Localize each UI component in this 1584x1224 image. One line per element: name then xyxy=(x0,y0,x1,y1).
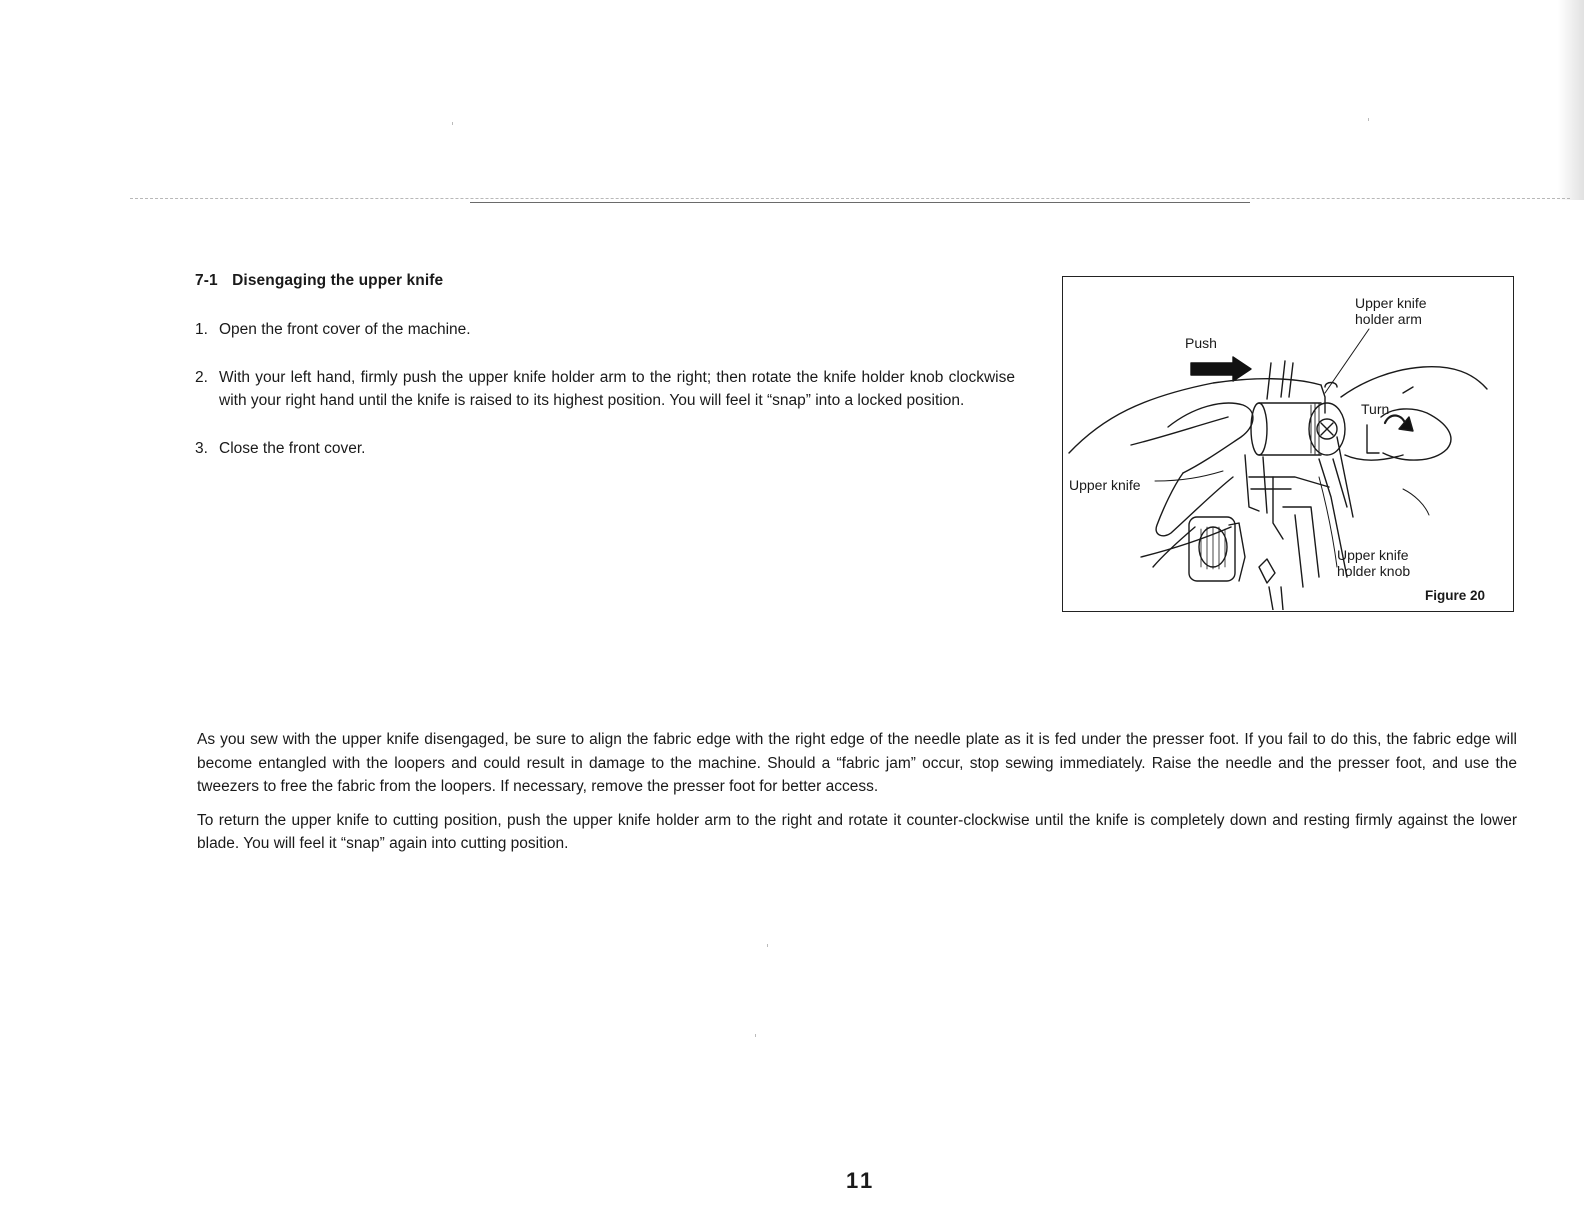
step-item xyxy=(195,437,1015,461)
page-edge-shadow xyxy=(1558,0,1584,200)
step-number: 1. xyxy=(195,321,208,338)
step-item xyxy=(195,366,1015,413)
callout-line: holder knob xyxy=(1337,563,1411,579)
step-text: Open the front cover of the machine. xyxy=(219,321,471,338)
label-push: Push xyxy=(1185,335,1217,351)
section-number: 7-1 xyxy=(195,272,218,289)
knife-mechanism-illustration xyxy=(1063,277,1512,610)
label-upper-knife-holder-knob xyxy=(1337,547,1410,579)
label-turn: Turn xyxy=(1361,401,1390,417)
callout-line: Upper knife xyxy=(1337,547,1409,563)
label-upper-knife-holder-arm xyxy=(1355,295,1427,327)
label-upper-knife: Upper knife xyxy=(1069,477,1141,493)
step-text: With your left hand, firmly push the upper knife holder arm to the right; then rotate the knife holder knob clockwise with your right hand until the knife is raised to its highest position. You will feel it “snap” into a locked position. xyxy=(219,368,1015,409)
callout-line: Upper knife xyxy=(1355,295,1427,311)
step-number: 2. xyxy=(195,368,208,386)
section-heading xyxy=(195,272,443,290)
step-number: 3. xyxy=(195,439,208,457)
scan-speck xyxy=(767,944,768,947)
page-number: 11 xyxy=(846,1168,876,1193)
body-paragraph: As you sew with the upper knife disengaged, be sure to align the fabric edge with the right edge of the needle plate as it is fed under the presser foot. If you fail to do this, the fabric edge will become entangled with the loopers and could result in damage to the machine. Should a “fabric jam” occur, stop sewing immediately. Raise the needle and the presser foot, and use the tweezers to free the fabric from the loopers. If necessary, remove the presser foot for better access. xyxy=(197,731,1517,795)
body-text xyxy=(197,728,1517,866)
turn-arrowhead-icon xyxy=(1399,417,1413,431)
scan-speck xyxy=(755,1034,756,1037)
instruction-steps xyxy=(195,318,1015,484)
step-item xyxy=(195,318,1015,342)
scan-speck xyxy=(452,122,453,125)
figure-caption: Figure 20 xyxy=(1424,588,1485,603)
step-text: Close the front cover. xyxy=(219,439,366,457)
push-arrow-icon xyxy=(1191,357,1251,381)
scan-divider-line xyxy=(470,202,1250,203)
scan-speck xyxy=(1368,118,1369,121)
figure-20 xyxy=(1062,276,1514,612)
body-paragraph: To return the upper knife to cutting position, push the upper knife holder arm to the right and rotate it counter-clockwise until the knife is completely down and resting firmly against the lower blade. You will feel it “snap” again into cutting position. xyxy=(197,811,1517,852)
scan-divider-line xyxy=(130,198,1570,199)
section-title: Disengaging the upper knife xyxy=(232,272,444,289)
callout-line: holder arm xyxy=(1355,311,1422,327)
